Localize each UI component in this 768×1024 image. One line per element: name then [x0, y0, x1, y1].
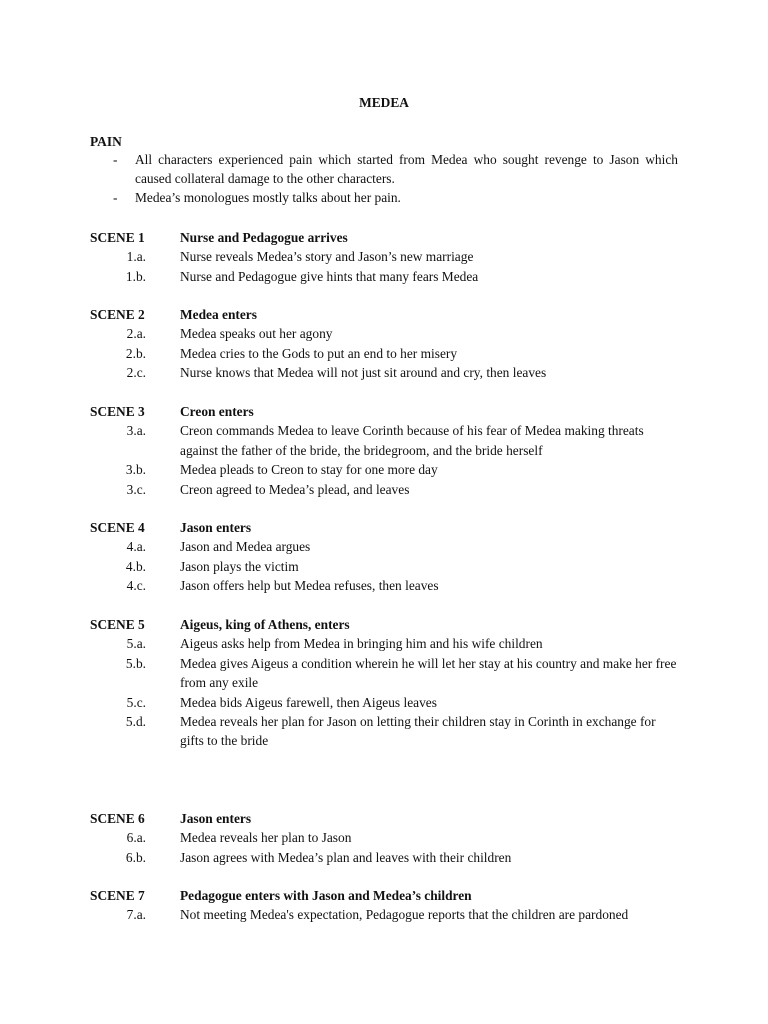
scene-7 [90, 886, 680, 925]
item-number: 6.b. [125, 849, 146, 865]
scene-1 [90, 228, 680, 286]
scene-item [90, 634, 680, 653]
scene-item [90, 363, 680, 382]
item-text: Creon commands Medea to leave Corinth because of his fear of Medea making threats against the father of the bride, the bridegroom, and the bride herself [180, 423, 644, 458]
scene-title: Jason enters [180, 520, 252, 535]
item-text: Jason offers help but Medea refuses, then leaves [180, 578, 439, 594]
scene-title: Aigeus, king of Athens, enters [180, 617, 350, 632]
scene-item [90, 480, 680, 499]
scene-heading [90, 886, 680, 905]
item-text: Jason plays the victim [180, 558, 299, 574]
scene-item [90, 421, 680, 460]
item-number: 3.c. [126, 481, 146, 497]
item-number: 1.a. [126, 249, 146, 265]
scene-label: SCENE 6 [90, 811, 145, 826]
bullet-text: All characters experienced pain which started from Medea who sought revenge to Jason which caused collateral damage to the other characters. [135, 152, 678, 187]
item-number: 5.a. [126, 636, 146, 652]
item-number: 4.b. [125, 558, 146, 574]
item-number: 7.a. [126, 907, 146, 923]
pain-bullet [90, 150, 678, 189]
item-number: 4.a. [126, 539, 146, 555]
item-number: 1.b. [125, 268, 146, 284]
pain-heading: PAIN [90, 134, 122, 149]
scene-item [90, 267, 680, 286]
scene-4 [90, 518, 680, 596]
item-number: 2.b. [125, 345, 146, 361]
item-text: Not meeting Medea's expectation, Pedagogue reports that the children are pardoned [180, 907, 629, 923]
scene-heading [90, 615, 680, 634]
scene-title: Nurse and Pedagogue arrives [180, 230, 348, 245]
item-text: Medea reveals her plan to Jason [180, 830, 352, 846]
scene-heading [90, 228, 680, 247]
item-text: Medea gives Aigeus a condition wherein he will let her stay at his country and make her free from any exile [180, 655, 677, 691]
scene-item [90, 828, 680, 847]
item-text: Nurse knows that Medea will not just sit around and cry, then leaves [180, 365, 547, 381]
scene-item [90, 247, 680, 266]
scene-label: SCENE 7 [90, 888, 145, 903]
item-number: 6.a. [126, 830, 146, 846]
scene-5 [90, 615, 680, 751]
item-text: Medea bids Aigeus farewell, then Aigeus leaves [180, 694, 437, 710]
item-text: Creon agreed to Medea’s plead, and leaves [180, 481, 410, 497]
scene-item [90, 905, 680, 924]
item-text: Nurse reveals Medea’s story and Jason’s new marriage [180, 249, 474, 265]
scene-item [90, 712, 680, 751]
document-title: MEDEA [359, 95, 409, 110]
bullet-text: Medea’s monologues mostly talks about her pain. [135, 190, 401, 205]
scene-title: Medea enters [180, 307, 257, 322]
scene-heading [90, 305, 680, 324]
scene-item [90, 654, 680, 693]
item-text: Medea reveals her plan for Jason on letting their children stay in Corinth in exchange for gifts to the bride [180, 714, 656, 749]
scene-item [90, 576, 680, 595]
item-number: 2.a. [126, 326, 146, 342]
scene-heading [90, 809, 680, 828]
scene-item [90, 557, 680, 576]
item-number: 4.c. [126, 578, 146, 594]
item-text: Medea cries to the Gods to put an end to her misery [180, 345, 458, 361]
scene-2 [90, 305, 680, 383]
bullet-dash: - [113, 190, 118, 205]
scene-item [90, 537, 680, 556]
item-text: Nurse and Pedagogue give hints that many fears Medea [180, 268, 479, 284]
scene-item [90, 344, 680, 363]
scene-6 [90, 809, 680, 867]
scene-item [90, 324, 680, 343]
scene-label: SCENE 4 [90, 520, 145, 535]
pain-bullet [90, 188, 678, 207]
scene-title: Creon enters [180, 404, 254, 419]
item-number: 3.a. [126, 423, 146, 439]
item-number: 5.d. [125, 714, 146, 730]
scene-label: SCENE 5 [90, 617, 145, 632]
item-text: Jason and Medea argues [180, 539, 311, 555]
scene-title: Jason enters [180, 811, 252, 826]
scene-label: SCENE 2 [90, 307, 145, 322]
item-text: Jason agrees with Medea’s plan and leaves with their children [180, 849, 512, 865]
scene-heading [90, 518, 680, 537]
item-number: 5.b. [125, 655, 146, 671]
scene-item [90, 848, 680, 867]
scene-label: SCENE 1 [90, 230, 145, 245]
scene-label: SCENE 3 [90, 404, 145, 419]
scene-item [90, 693, 680, 712]
scene-item [90, 460, 680, 479]
scene-heading [90, 402, 680, 421]
scene-3 [90, 402, 680, 499]
item-number: 5.c. [126, 694, 146, 710]
item-text: Medea speaks out her agony [180, 326, 333, 342]
item-text: Aigeus asks help from Medea in bringing him and his wife children [180, 636, 543, 652]
item-text: Medea pleads to Creon to stay for one more day [180, 462, 438, 478]
bullet-dash: - [113, 152, 118, 167]
scene-title: Pedagogue enters with Jason and Medea’s children [180, 888, 472, 903]
item-number: 2.c. [126, 365, 146, 381]
item-number: 3.b. [125, 462, 146, 478]
